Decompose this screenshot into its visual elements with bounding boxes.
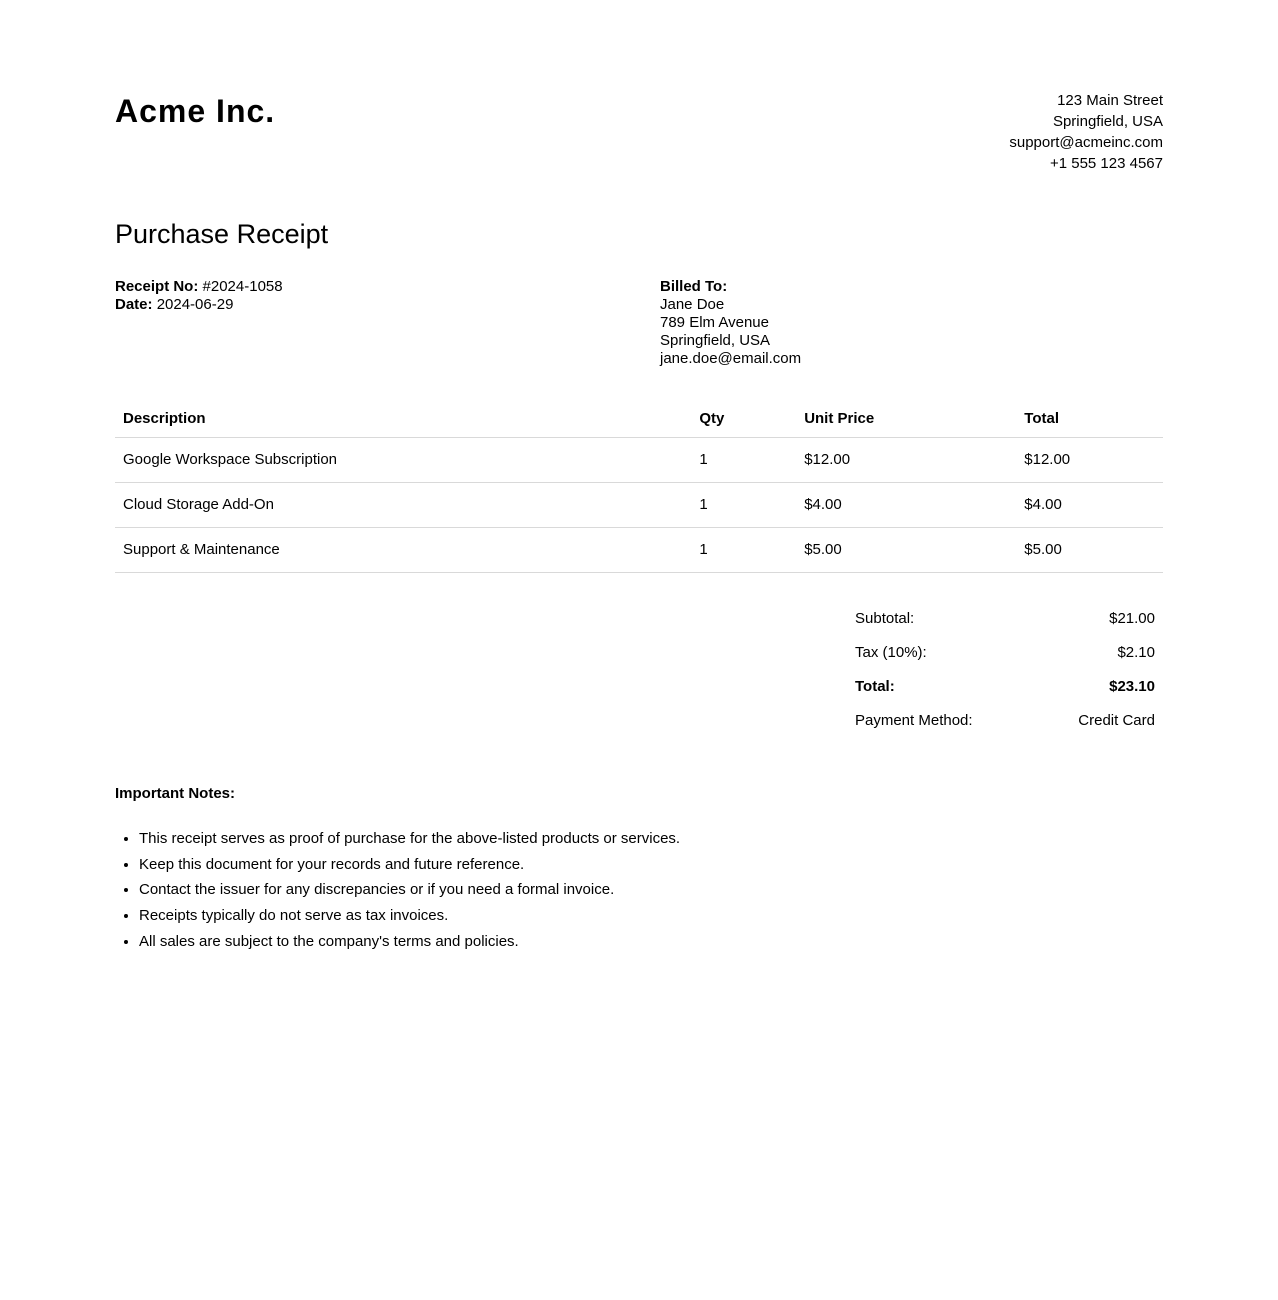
tax-label: Tax (10%): [855, 643, 927, 661]
receipt-date-row [115, 296, 660, 314]
important-notes-list [115, 826, 1163, 955]
page-title: Purchase Receipt [115, 219, 329, 249]
billed-to-address-line: 789 Elm Avenue [660, 314, 769, 331]
payment-method-value: Credit Card [1078, 711, 1155, 729]
tax-row [855, 635, 1155, 669]
receipt-number-row [115, 278, 660, 296]
item-qty: 1 [691, 438, 796, 483]
column-header-description: Description [115, 400, 691, 438]
receipt-date-value: 2024-06-29 [156, 296, 234, 313]
billed-to-email: jane.doe@email.com [660, 350, 802, 367]
payment-method-row [855, 703, 1155, 737]
table-row [115, 528, 1163, 573]
billed-to-name: Jane Doe [660, 296, 725, 313]
important-notes-section [115, 785, 1163, 955]
note-item: • Keep this document for your records and future reference. [139, 852, 1163, 878]
note-item: • Contact the issuer for any discrepancies or if you need a formal invoice. [139, 877, 1163, 903]
items-table [115, 400, 1163, 573]
important-notes-heading: Important Notes: [115, 785, 235, 802]
receipt-date-label: Date: [115, 296, 153, 313]
tax-value: $2.10 [1117, 643, 1155, 661]
total-value: $23.10 [1109, 677, 1155, 695]
subtotal-row [855, 601, 1155, 635]
note-item: • This receipt serves as proof of purchase for the above-listed products or services. [139, 826, 1163, 852]
total-label: Total: [855, 677, 895, 695]
column-header-unit-price: Unit Price [796, 400, 1016, 438]
item-qty: 1 [691, 483, 796, 528]
item-total: $5.00 [1016, 528, 1163, 573]
totals-section [855, 601, 1155, 737]
company-logo-text: Acme Inc. [115, 93, 276, 129]
note-item: • All sales are subject to the company's terms and policies. [139, 929, 1163, 955]
item-unit-price: $12.00 [796, 438, 1016, 483]
company-email: support@acmeinc.com [1009, 134, 1163, 151]
receipt-number-value: #2024-1058 [202, 278, 283, 295]
company-address-line: Springfield, USA [1052, 113, 1163, 130]
billed-to-label: Billed To: [660, 278, 728, 295]
items-table-header [115, 400, 1163, 438]
header [115, 0, 1163, 174]
item-description: Cloud Storage Add-On [115, 483, 691, 528]
receipt-number-label: Receipt No: [115, 278, 199, 295]
company-address-line: 123 Main Street [1057, 92, 1163, 109]
item-qty: 1 [691, 528, 796, 573]
table-row [115, 438, 1163, 483]
item-description: Support & Maintenance [115, 528, 691, 573]
column-header-qty: Qty [691, 400, 796, 438]
company-address [1009, 90, 1163, 174]
receipt-meta [115, 278, 1163, 368]
item-description: Google Workspace Subscription [115, 438, 691, 483]
subtotal-label: Subtotal: [855, 609, 915, 627]
receipt-info [115, 278, 660, 368]
header-row [115, 400, 1163, 438]
billed-to-block [660, 278, 801, 368]
item-total: $4.00 [1016, 483, 1163, 528]
items-table-body [115, 438, 1163, 573]
subtotal-value: $21.00 [1109, 609, 1155, 627]
item-total: $12.00 [1016, 438, 1163, 483]
item-unit-price: $4.00 [796, 483, 1016, 528]
payment-method-label: Payment Method: [855, 711, 973, 729]
company-phone: +1 555 123 4567 [1049, 155, 1163, 172]
total-row [855, 669, 1155, 703]
column-header-total: Total [1016, 400, 1163, 438]
item-unit-price: $5.00 [796, 528, 1016, 573]
note-item: • Receipts typically do not serve as tax invoices. [139, 903, 1163, 929]
billed-to-address-line: Springfield, USA [660, 332, 771, 349]
table-row [115, 483, 1163, 528]
